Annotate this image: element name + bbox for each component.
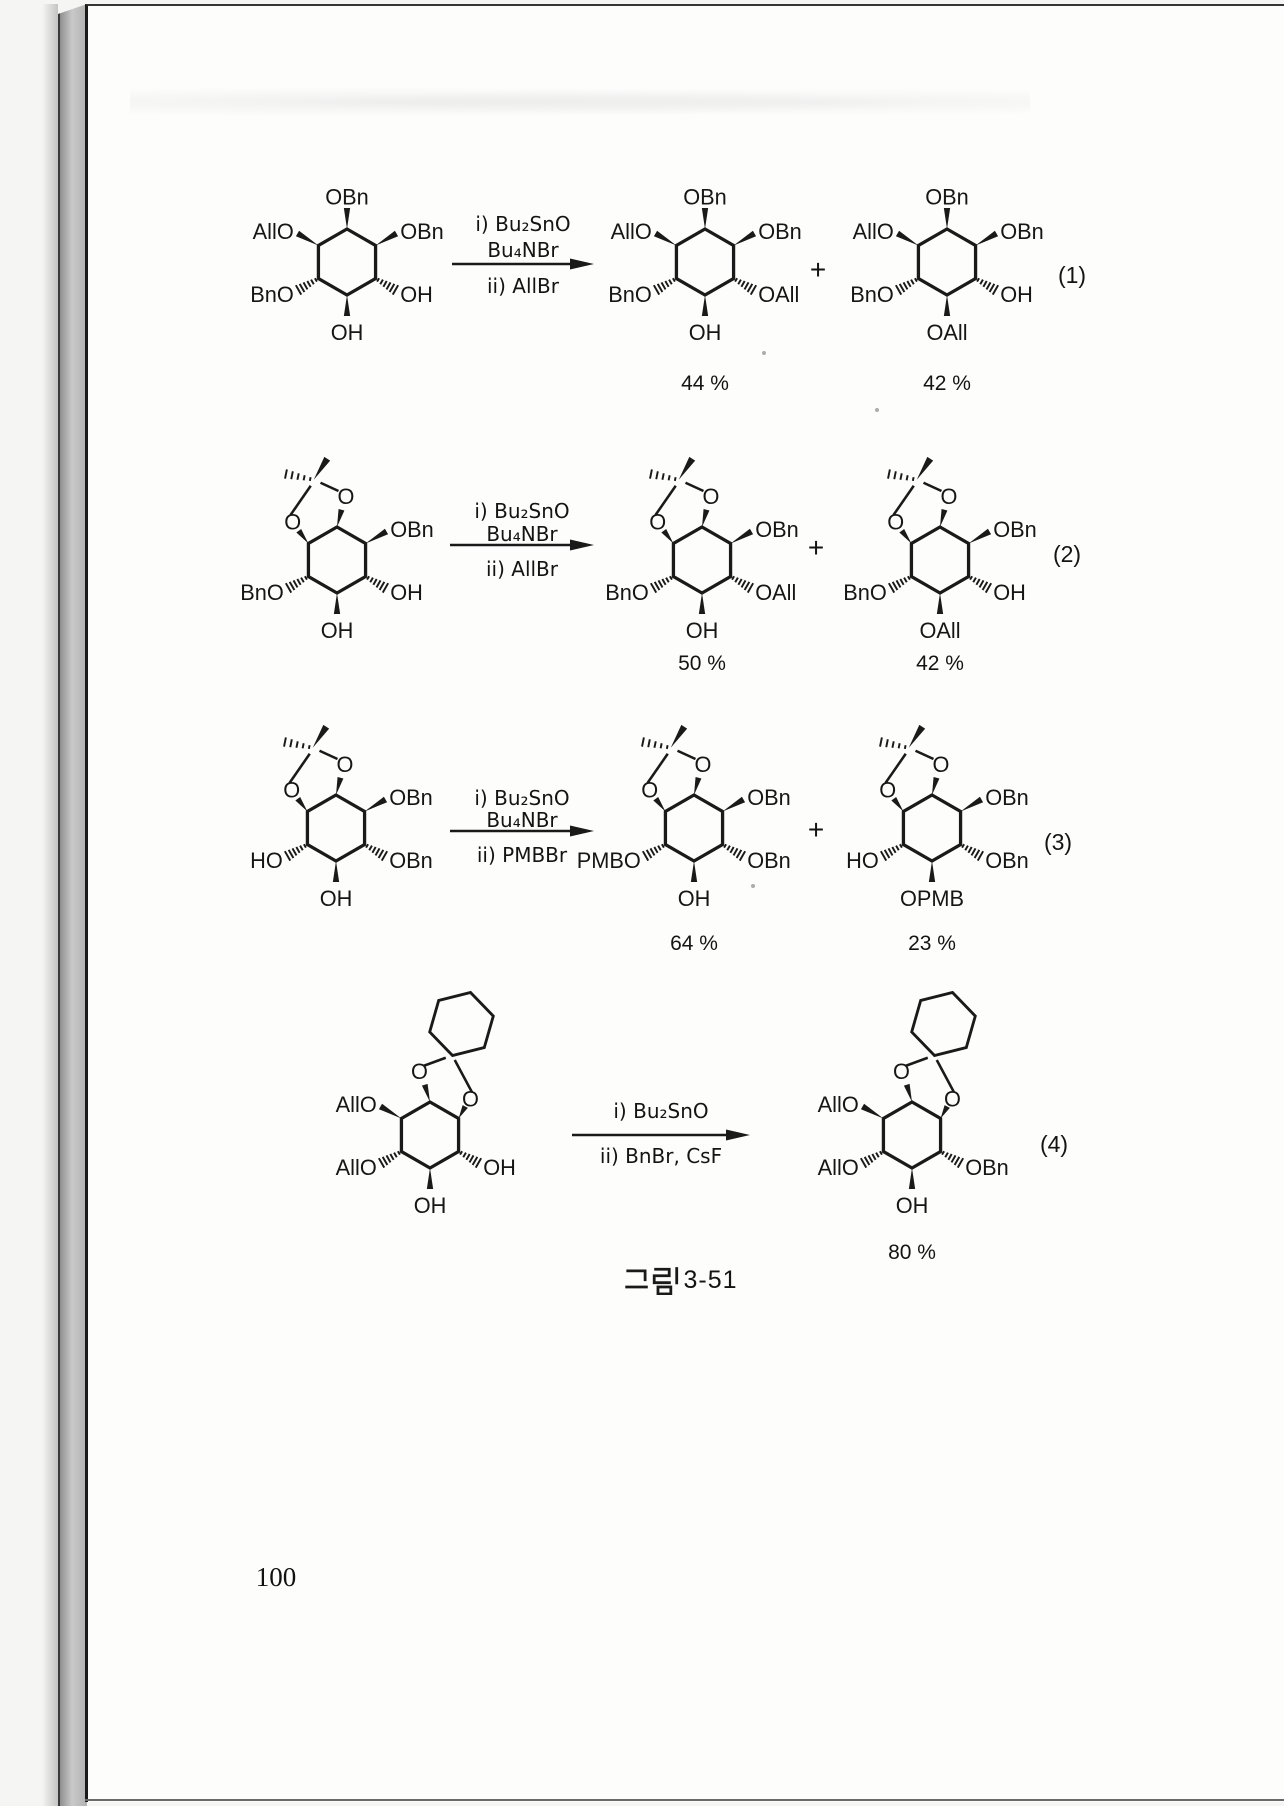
substituent-label-lr: OBn (965, 1154, 1009, 1180)
substituent-label-ur: OBn (985, 784, 1029, 810)
hash-bond (379, 1151, 400, 1167)
cyclohexane-ring (883, 1102, 940, 1168)
cyclohexane-ring (676, 229, 733, 295)
reagent-line-above: i) Bu₂SnO (613, 1099, 709, 1123)
reagent-line-above: i) Bu₂SnO (474, 786, 570, 810)
substituent-label-bottom: OH (688, 320, 722, 345)
wedge-bond (932, 777, 939, 795)
hash-bond (286, 576, 307, 592)
substituent-label-lr: OAll (758, 281, 800, 307)
cyclohexane-ring (318, 229, 375, 295)
reagent-line-above: i) Bu₂SnO (474, 499, 570, 523)
wedge-bond (313, 725, 329, 748)
substituent-label-ll: BnO (250, 281, 294, 307)
hash-bond (962, 844, 983, 860)
wedge-bond (702, 509, 709, 527)
wedge-bond (344, 208, 350, 229)
acetonide-oxygen-label: O (940, 483, 958, 509)
acetonide-oxygen-label: O (284, 509, 302, 535)
yield-label: 44 % (681, 372, 729, 395)
reaction-arrow (572, 1127, 750, 1143)
yield-label: 64 % (670, 932, 718, 955)
hash-bond (880, 737, 906, 748)
substituent-label-ur: OBn (758, 218, 802, 244)
ketal-oxygen-label: O (893, 1058, 910, 1084)
wedge-bond (909, 1168, 915, 1189)
bond-line (924, 483, 942, 491)
wedge-bond (731, 529, 754, 544)
wedge-bond (723, 797, 746, 812)
substituent-label-ur: OBn (389, 784, 433, 810)
substituent-label-bottom: OH (320, 618, 354, 643)
plus-sign: + (807, 532, 825, 563)
acetonide-oxygen-label: O (283, 777, 301, 803)
wedge-bond (334, 593, 340, 614)
plus-sign: + (809, 254, 827, 285)
substituent-label-bottom: OH (319, 886, 353, 911)
equation-number: (1) (1057, 262, 1087, 288)
equation-number: (2) (1052, 541, 1082, 567)
substituent-label-ul: AllO (852, 218, 894, 244)
wedge-bond (969, 529, 992, 544)
hash-bond (285, 469, 311, 480)
wedge-bond (896, 231, 919, 246)
hash-bond (377, 278, 398, 294)
substituent-label-bottom: OH (330, 320, 364, 345)
substituent-label-bottom: OH (895, 1193, 929, 1218)
acetonide-oxygen-label: O (641, 777, 659, 803)
hash-bond (732, 576, 753, 592)
acetonide-oxygen-label: O (336, 751, 354, 777)
hash-bond (367, 576, 388, 592)
hash-bond (651, 576, 672, 592)
reagent-line-below: ii) PMBBr (476, 843, 568, 867)
substituent-label-ul: AllO (610, 218, 652, 244)
structure-substrate (310, 970, 550, 1218)
substituent-label-ur: OBn (390, 516, 434, 542)
hash-bond (460, 1151, 481, 1167)
cyclohexane-cap-ring (912, 993, 976, 1056)
hash-bond (724, 844, 745, 860)
substituent-label-ll: BnO (850, 281, 894, 307)
ketal-oxygen-label: O (462, 1086, 479, 1112)
substituent-label-lr: OH (1000, 281, 1033, 307)
wedge-bond (691, 861, 697, 882)
cyclohexane-ring (401, 1102, 458, 1168)
wedge-bond (422, 1084, 430, 1102)
wedge-bond (296, 231, 319, 246)
structure-product-2 (812, 663, 1052, 911)
hash-bond (285, 844, 306, 860)
wedge-bond (379, 1104, 402, 1119)
ketal-oxygen-label: O (411, 1058, 428, 1084)
substituent-label-ul: AllO (335, 1091, 377, 1117)
wedge-bond (734, 231, 757, 246)
substituent-label-ll: BnO (608, 281, 652, 307)
figure-caption (555, 1264, 805, 1296)
substituent-label-ul: AllO (252, 218, 294, 244)
equation-number: (3) (1043, 829, 1073, 855)
acetonide-oxygen-label: O (932, 751, 950, 777)
hash-bond (861, 1151, 882, 1167)
substituent-label-lr: OH (483, 1154, 516, 1180)
structure-product-1 (792, 970, 1032, 1218)
cyclohexane-ring (665, 795, 722, 861)
substituent-label-bottom: OH (685, 618, 719, 643)
yield-label: 80 % (888, 1241, 936, 1264)
substituent-label-bottom: OH (677, 886, 711, 911)
hash-bond (654, 278, 675, 294)
wedge-bond (861, 1104, 884, 1119)
wedge-bond (344, 295, 350, 316)
figure-caption-number: 3-51 (683, 1265, 738, 1294)
substituent-label-ll: BnO (240, 579, 284, 605)
reagent-line-below: ii) AllBr (485, 557, 558, 581)
hash-bond (296, 278, 317, 294)
substituent-label-lr: OH (993, 579, 1026, 605)
wedge-bond (699, 593, 705, 614)
substituent-label-ll: HO (250, 847, 283, 873)
substituent-label-ur: OBn (400, 218, 444, 244)
substituent-label-ll: BnO (605, 579, 649, 605)
substituent-label-top: OBn (925, 184, 969, 210)
wedge-bond (376, 231, 399, 246)
acetonide-oxygen-label: O (337, 483, 355, 509)
structure-product-2 (827, 97, 1067, 345)
substituent-label-ll: HO (846, 847, 879, 873)
hash-bond (888, 469, 914, 480)
cyclohexane-ring (308, 527, 365, 593)
reagent-line-above: Bu₄NBr (486, 808, 558, 832)
equation-number: (4) (1039, 1131, 1069, 1157)
substituent-label-ur: OBn (755, 516, 799, 542)
hash-bond (284, 737, 310, 748)
hash-bond (642, 737, 668, 748)
wedge-bond (961, 797, 984, 812)
reagent-line-above: Bu₄NBr (486, 522, 558, 546)
substituent-label-ur: OBn (747, 784, 791, 810)
substituent-label-top: OBn (683, 184, 727, 210)
wedge-bond (654, 231, 677, 246)
wedge-bond (702, 208, 708, 229)
substituent-label-ll: AllO (335, 1154, 377, 1180)
hash-bond (977, 278, 998, 294)
reagent-line-above: i) Bu₂SnO (475, 212, 571, 236)
scan-speck (875, 408, 879, 412)
hash-bond (366, 844, 387, 860)
bond-line (321, 483, 339, 491)
reagent-line-below: ii) AllBr (486, 274, 559, 298)
arrow-head (726, 1130, 750, 1141)
wedge-bond (694, 777, 701, 795)
hangeul-stroke (627, 1271, 646, 1281)
yield-label: 42 % (923, 372, 971, 395)
acetonide-oxygen-label: O (887, 509, 905, 535)
wedge-bond (314, 457, 330, 480)
substituent-label-lr: OBn (985, 847, 1029, 873)
substituent-label-lr: OH (390, 579, 423, 605)
substituent-label-lr: OAll (755, 579, 797, 605)
hash-bond (889, 576, 910, 592)
hash-bond (970, 576, 991, 592)
bond-line (678, 751, 696, 759)
cyclohexane-ring (307, 795, 364, 861)
acetonide-oxygen-label: O (649, 509, 667, 535)
substituent-label-ll: PMBO (576, 847, 641, 873)
substituent-label-lr: OH (400, 281, 433, 307)
substituent-label-ur: OBn (1000, 218, 1044, 244)
wedge-bond (937, 593, 943, 614)
substituent-label-bottom: OAll (926, 320, 968, 345)
substituent-label-lr: OBn (747, 847, 791, 873)
substituent-label-bottom: OAll (919, 618, 961, 643)
substituent-label-ll: BnO (843, 579, 887, 605)
wedge-bond (944, 208, 950, 229)
yield-label: 50 % (678, 652, 726, 675)
acetonide-oxygen-label: O (694, 751, 712, 777)
bond-line (916, 751, 934, 759)
hangeul-stroke (655, 1269, 672, 1282)
cyclohexane-ring (911, 527, 968, 593)
bond-line (686, 483, 704, 491)
wedge-bond (909, 725, 925, 748)
cyclohexane-ring (918, 229, 975, 295)
substituent-label-bottom: OPMB (899, 886, 965, 911)
scan-speck (762, 351, 766, 355)
structure-product-2 (820, 395, 1060, 643)
figure-word-graphic (622, 1265, 680, 1295)
reagent-line-above: Bu₄NBr (487, 238, 559, 262)
wedge-bond (944, 295, 950, 316)
plus-sign: + (807, 814, 825, 845)
wedge-bond (671, 725, 687, 748)
scan-speck (751, 884, 755, 888)
wedge-bond (940, 509, 947, 527)
hash-bond (650, 469, 676, 480)
substituent-label-bottom: OH (413, 1193, 447, 1218)
cyclohexane-cap-ring (430, 993, 494, 1056)
bond-line (320, 751, 338, 759)
reagent-line-below: ii) BnBr, CsF (599, 1144, 723, 1168)
yield-label: 42 % (916, 652, 964, 675)
wedge-bond (917, 457, 933, 480)
substituent-label-lr: OBn (389, 847, 433, 873)
hangeul-stroke (658, 1287, 671, 1294)
wedge-bond (976, 231, 999, 246)
wedge-bond (702, 295, 708, 316)
wedge-bond (366, 529, 389, 544)
wedge-bond (929, 861, 935, 882)
wedge-bond (337, 509, 344, 527)
substituent-label-ll: AllO (817, 1154, 859, 1180)
substituent-label-ul: AllO (817, 1091, 859, 1117)
wedge-bond (904, 1084, 912, 1102)
acetonide-oxygen-label: O (879, 777, 897, 803)
yield-label: 23 % (908, 932, 956, 955)
wedge-bond (333, 861, 339, 882)
cyclohexane-ring (673, 527, 730, 593)
hash-bond (735, 278, 756, 294)
hash-bond (643, 844, 664, 860)
substituent-label-top: OBn (325, 184, 369, 210)
acetonide-oxygen-label: O (702, 483, 720, 509)
wedge-bond (427, 1168, 433, 1189)
hash-bond (881, 844, 902, 860)
wedge-bond (365, 797, 388, 812)
hash-bond (942, 1151, 963, 1167)
substituent-label-ur: OBn (993, 516, 1037, 542)
wedge-bond (336, 777, 343, 795)
cyclohexane-ring (903, 795, 960, 861)
hash-bond (896, 278, 917, 294)
wedge-bond (679, 457, 695, 480)
ketal-oxygen-label: O (944, 1086, 961, 1112)
page-number: 100 (255, 1562, 297, 1592)
